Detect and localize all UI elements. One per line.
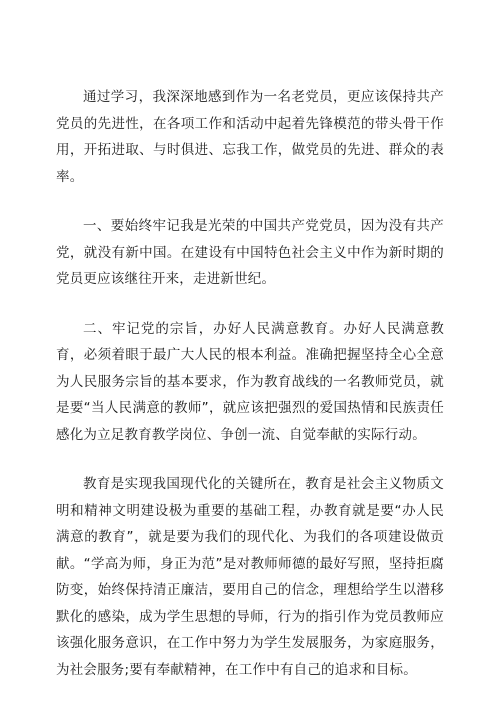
paragraph-education: 教育是实现我国现代化的关键所在，教育是社会主义物质文明和精神文明建设极为重要的基础工程，办教育就是要“办人民满意的教育”，就是要为我们的现代化、为我们的各项建设做贡献。“学高为师，身正为范”是对教师师德的最好写照，坚持拒腐防变，始终保持清正廉洁，要用自己的信念，理想给学生以潜移默化的感染，成为学生思想的导师，行为的指引作为党员教师应该强化服务意识，在工作中努力为学生发展服务，为家庭服务，为社会服务;要有奉献精神，在工作中有自己的追求和目标。 (56, 476, 444, 678)
paragraph-intro: 通过学习，我深深地感到作为一名老党员，更应该保持共产党员的先进性，在各项工作和活动中起着先锋模范的带头骨干作用，开拓进取、与时俱进、忘我工作，做党员的先进、群众的表率。 (56, 89, 444, 185)
paragraph-point-one: 一、要始终牢记我是光荣的中国共产党党员，因为没有共产党，就没有新中国。在建设有中国特色社会主义中作为新时期的党员更应该继往开来，走进新世纪。 (56, 218, 444, 287)
document-body (56, 84, 444, 706)
paragraph-point-two: 二、牢记党的宗旨，办好人民满意教育。办好人民满意教育，必须着眼于最广大人民的根本利益。准确把握坚持全心全意为人民服务宗旨的基本要求，作为教育战线的一名教师党员，就是要“当人民满意的教师”，就应该把强烈的爱国热情和民族责任感化为立足教育教学岗位、争创一流、自觉奉献的实际行动。 (56, 320, 444, 443)
